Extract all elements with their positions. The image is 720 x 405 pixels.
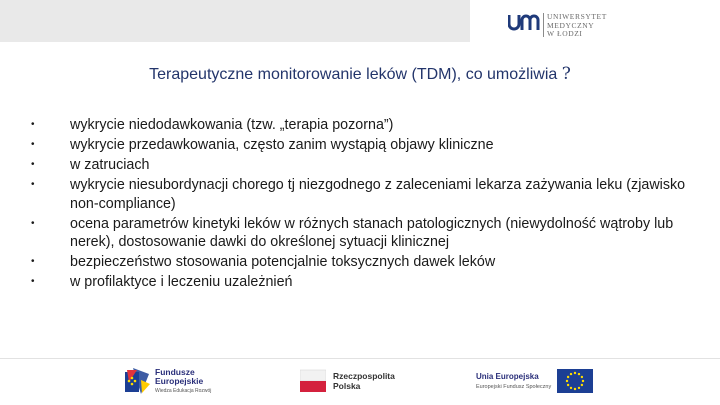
fe-line-1: Fundusze bbox=[155, 367, 195, 377]
slide-title-question-mark: ? bbox=[561, 64, 571, 84]
list-item bbox=[25, 273, 715, 292]
polish-flag-icon bbox=[300, 368, 326, 394]
bullet-icon: • bbox=[31, 139, 35, 150]
fe-subtitle: Wiedza Edukacja Rozwój bbox=[155, 388, 212, 394]
bullet-list bbox=[25, 116, 715, 293]
fundusze-europejskie-logo-icon bbox=[123, 366, 151, 396]
rp-line-2: Polska bbox=[333, 381, 361, 391]
bullet-icon: • bbox=[31, 159, 35, 170]
list-item-text: bezpieczeństwo stosowania potencjalnie toksycznych dawek leków bbox=[70, 254, 496, 270]
logo-divider bbox=[543, 13, 544, 37]
bullet-icon: • bbox=[31, 119, 35, 130]
footer-divider bbox=[0, 358, 720, 359]
ue-line-1: Unia Europejska bbox=[476, 372, 539, 381]
ue-logo-text bbox=[476, 372, 551, 392]
fe-logo-text bbox=[155, 368, 211, 396]
ue-subtitle: Europejski Fundusz Społeczny bbox=[476, 384, 552, 390]
list-item bbox=[25, 116, 715, 135]
list-item bbox=[25, 176, 715, 213]
slide-title bbox=[0, 64, 720, 84]
list-item bbox=[25, 136, 715, 155]
list-item bbox=[25, 215, 715, 252]
list-item-text: w profilaktyce i leczeniu uzależnień bbox=[70, 274, 293, 290]
bullet-icon: • bbox=[31, 217, 35, 229]
list-item-text: w zatruciach bbox=[70, 157, 150, 173]
list-item-text: wykrycie niedodawkowania (tzw. „terapia pozorna”) bbox=[70, 117, 394, 133]
list-item bbox=[25, 156, 715, 175]
logo-line-2: MEDYCZNY bbox=[547, 20, 595, 30]
list-item-text: wykrycie przedawkowania, często zanim wystąpią objawy kliniczne bbox=[70, 137, 494, 153]
bullet-icon: • bbox=[31, 179, 35, 190]
list-item-text: wykrycie niesubordynacji chorego tj niezgodnego z zaleceniami lekarza zażywania leku (zjawisko non-compliance) bbox=[70, 177, 686, 212]
slide-title-text: Terapeutyczne monitorowanie leków (TDM), co umożliwia bbox=[149, 66, 558, 83]
footer-logos bbox=[0, 362, 720, 402]
bullet-icon: • bbox=[31, 256, 35, 267]
logo-line-1: UNIWERSYTET bbox=[547, 12, 607, 21]
fe-line-2: Europejskie bbox=[155, 376, 204, 386]
bullet-icon: • bbox=[31, 276, 35, 287]
um-logo-icon bbox=[508, 13, 540, 31]
logo-line-3: W ŁODZI bbox=[547, 29, 583, 38]
rp-line-1: Rzeczpospolita bbox=[333, 371, 395, 381]
list-item bbox=[25, 253, 715, 272]
eu-flag-icon bbox=[557, 369, 593, 393]
rp-logo-text bbox=[333, 371, 395, 391]
list-item-text: ocena parametrów kinetyki leków w różnych stanach patologicznych (niewydolność wątroby lub nerek), dostosowanie dawki do określonej sytuacji klinicznej bbox=[70, 215, 674, 250]
university-name bbox=[547, 13, 607, 39]
